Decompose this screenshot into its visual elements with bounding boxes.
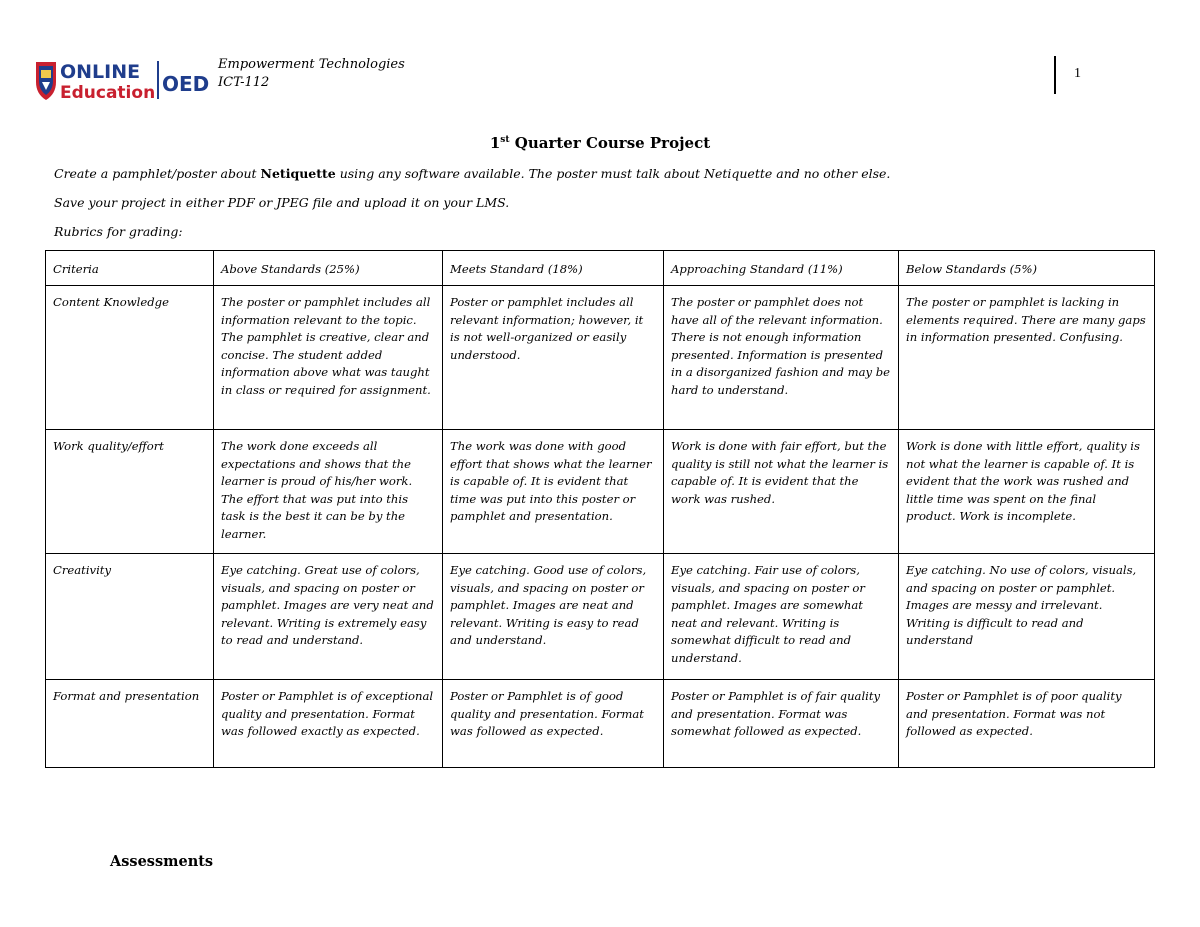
title-ordinal-suffix: st [500, 135, 510, 145]
page-number-divider [1054, 56, 1056, 94]
course-code: ICT-112 [218, 75, 270, 90]
rubric-cell: The work was done with good effort that shows what the learner is capable of. It is evident that time was put into this poster or pamphlet and presentation. [443, 430, 664, 554]
rubric-cell: The poster or pamphlet is lacking in elements required. There are many gaps in information presented. Confusing. [899, 286, 1155, 430]
assessments-heading: Assessments [110, 853, 214, 870]
rubric-row [46, 680, 1155, 768]
rubric-header-row [46, 251, 1155, 286]
course-info [218, 56, 405, 92]
criteria-cell: Work quality/effort [46, 430, 214, 554]
instruction-topic: Netiquette [260, 166, 336, 181]
rubric-cell: Eye catching. No use of colors, visuals, and spacing on poster or pamphlet. Images are messy and irrelevant. Writing is difficult to read and understand [899, 554, 1155, 680]
rubric-row [46, 554, 1155, 680]
online-education-logo [34, 58, 214, 102]
criteria-cell: Format and presentation [46, 680, 214, 768]
rubric-row [46, 286, 1155, 430]
criteria-cell: Content Knowledge [46, 286, 214, 430]
rubric-cell: Poster or Pamphlet is of good quality and presentation. Format was followed as expected. [443, 680, 664, 768]
rubric-cell: The poster or pamphlet includes all information relevant to the topic. The pamphlet is creative, clear and concise. The student added information above what was taught in class or required for assignment. [214, 286, 443, 430]
rubric-cell: The poster or pamphlet does not have all of the relevant information. There is not enough information presented. Information is presented in a disorganized fashion and may be hard to understand. [664, 286, 899, 430]
header-cell: Below Standards (5%) [899, 251, 1155, 286]
rubric-cell: Eye catching. Great use of colors, visuals, and spacing on poster or pamphlet. Images are very neat and relevant. Writing is extremely easy to read and understand. [214, 554, 443, 680]
page-number: 1 [1074, 66, 1081, 81]
title-ordinal: 1 [489, 134, 501, 152]
rubric-cell: Work is done with little effort, quality is not what the learner is capable of. It is evident that the work was rushed and little time was spent on the final product. Work is incomplete. [899, 430, 1155, 554]
svg-text:Education: Education [60, 83, 156, 102]
rubric-cell: The work done exceeds all expectations and shows that the learner is proud of his/her work. The effort that was put into this task is the best it can be by the learner. [214, 430, 443, 554]
rubric-cell: Eye catching. Fair use of colors, visuals, and spacing on poster or pamphlet. Images are somewhat neat and relevant. Writing is somewhat difficult to read and understand. [664, 554, 899, 680]
header-cell: Approaching Standard (11%) [664, 251, 899, 286]
rubric-cell: Work is done with fair effort, but the quality is still not what the learner is capable of. It is evident that the work was rushed. [664, 430, 899, 554]
svg-text:ONLINE: ONLINE [60, 61, 141, 83]
page-header [34, 56, 1164, 106]
rubric-cell: Eye catching. Good use of colors, visuals, and spacing on poster or pamphlet. Images are neat and relevant. Writing is easy to read and understand. [443, 554, 664, 680]
rubric-cell: Poster or pamphlet includes all relevant information; however, it is not well-organized or easily understood. [443, 286, 664, 430]
criteria-cell: Creativity [46, 554, 214, 680]
rubric-cell: Poster or Pamphlet is of poor quality and presentation. Format was not followed as expected. [899, 680, 1155, 768]
header-cell: Above Standards (25%) [214, 251, 443, 286]
rubrics-label: Rubrics for grading: [54, 224, 183, 239]
instruction-line-1 [54, 166, 890, 181]
rubric-table [45, 250, 1155, 768]
instruction-line-2: Save your project in either PDF or JPEG file and upload it on your LMS. [54, 195, 510, 210]
rubric-cell: Poster or Pamphlet is of exceptional quality and presentation. Format was followed exactly as expected. [214, 680, 443, 768]
rubric-cell: Poster or Pamphlet is of fair quality and presentation. Format was somewhat followed as expected. [664, 680, 899, 768]
instruction-text: using any software available. The poster must talk about Netiquette and no other else. [335, 166, 891, 181]
header-cell: Meets Standard (18%) [443, 251, 664, 286]
instruction-text: Create a pamphlet/poster about [54, 166, 261, 181]
course-name: Empowerment Technologies [218, 57, 405, 72]
svg-text:OED: OED [162, 72, 210, 96]
title-rest: Quarter Course Project [509, 134, 711, 152]
page-title [0, 134, 1200, 152]
rubric-row [46, 430, 1155, 554]
header-cell: Criteria [46, 251, 214, 286]
